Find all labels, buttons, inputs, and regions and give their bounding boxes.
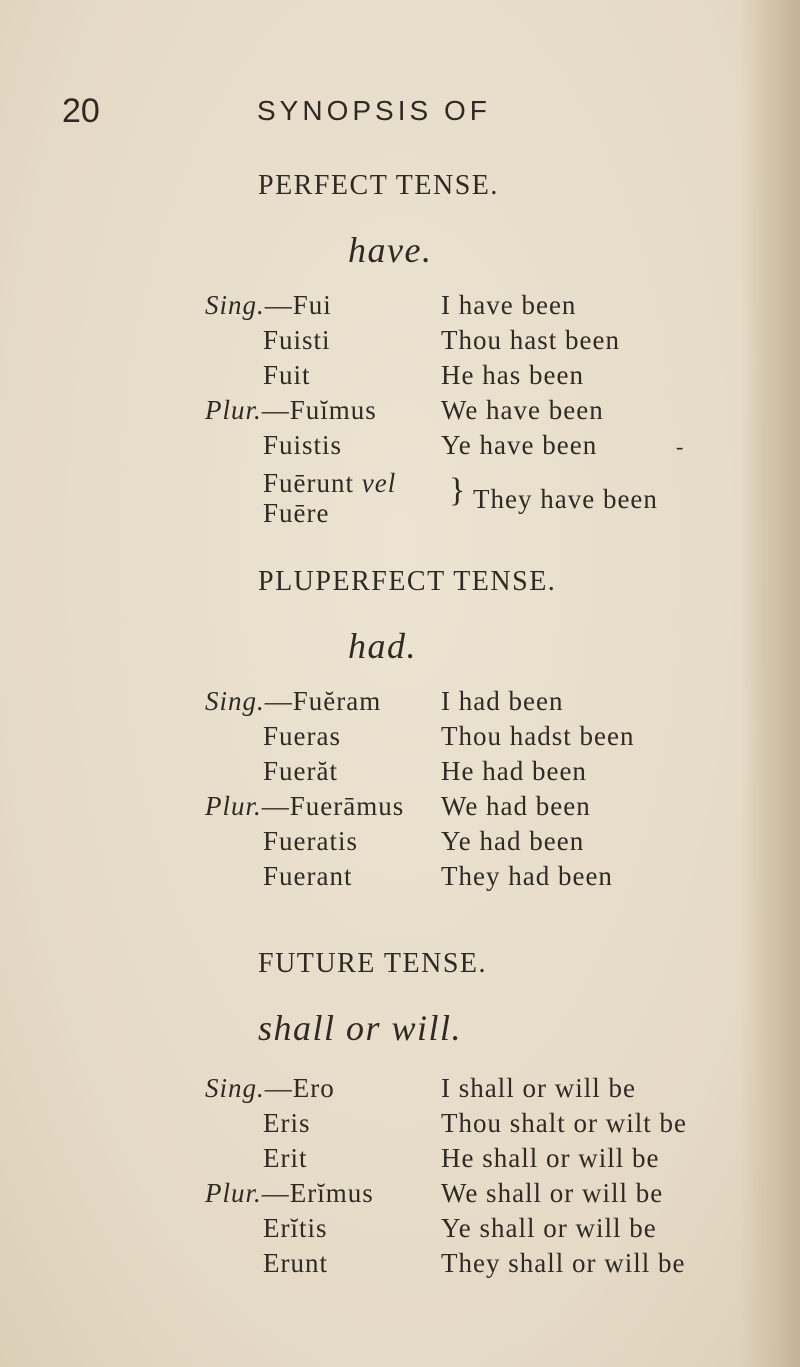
number-label-sing: Sing. — [205, 686, 265, 716]
number-label-sing: Sing. — [205, 290, 265, 320]
latin-form: Fueratis — [263, 826, 358, 856]
latin-form: Sing.—Fui — [205, 290, 332, 320]
number-label-plur: Plur. — [205, 791, 262, 821]
latin-form: Plur.—Erĭmus — [205, 1178, 374, 1208]
section-verb-future: shall or will. — [258, 1008, 463, 1048]
latin-form: Fuerăt — [263, 756, 338, 786]
english-gloss: Thou hast been — [441, 325, 620, 355]
section-title-future: FUTURE TENSE. — [258, 948, 487, 979]
connector-vel: vel — [361, 468, 397, 498]
latin-form: Sing.—Fuĕram — [205, 686, 382, 716]
english-gloss: He had been — [441, 756, 587, 786]
latin-form: Erunt — [263, 1248, 328, 1278]
section-title-pluperfect: PLUPERFECT TENSE. — [258, 566, 557, 597]
latin-form: Fuēre — [263, 498, 330, 528]
english-gloss: Ye shall or will be — [441, 1213, 657, 1243]
english-gloss: I shall or will be — [441, 1073, 636, 1103]
section-title-perfect: PERFECT TENSE. — [258, 170, 499, 201]
latin-form: Fuit — [263, 360, 311, 390]
page-number: 20 — [62, 92, 100, 130]
english-gloss: I have been — [441, 290, 577, 320]
running-header: SYNOPSIS OF — [257, 95, 491, 126]
english-gloss: I had been — [441, 686, 564, 716]
english-gloss: Thou shalt or wilt be — [441, 1108, 687, 1138]
latin-form: Erit — [263, 1143, 308, 1173]
latin-form: Plur.—Fuĭmus — [205, 395, 377, 425]
number-label-sing: Sing. — [205, 1073, 265, 1103]
latin-form: Fuistis — [263, 430, 343, 460]
number-label-plur: Plur. — [205, 1178, 262, 1208]
latin-form: Eris — [263, 1108, 311, 1138]
latin-form: Fuerant — [263, 861, 353, 891]
english-gloss: They shall or will be — [441, 1248, 686, 1278]
english-gloss: He shall or will be — [441, 1143, 660, 1173]
section-verb-perfect: have. — [348, 230, 433, 270]
english-gloss: Thou hadst been — [441, 721, 635, 751]
brace-mark: } — [449, 472, 466, 509]
latin-form: Fuērunt vel — [263, 468, 397, 498]
page-edge-shadow — [740, 0, 800, 1367]
latin-form: Fueras — [263, 721, 341, 751]
english-gloss: Ye have been — [441, 430, 598, 460]
latin-form: Erĭtis — [263, 1213, 328, 1243]
english-gloss: He has been — [441, 360, 584, 390]
number-label-plur: Plur. — [205, 395, 262, 425]
english-gloss: Ye had been — [441, 826, 585, 856]
latin-form: Sing.—Ero — [205, 1073, 335, 1103]
english-gloss: They have been — [473, 484, 658, 514]
english-gloss: They had been — [441, 861, 613, 891]
latin-form: Fuisti — [263, 325, 331, 355]
english-gloss: We have been — [441, 395, 604, 425]
section-verb-pluperfect: had. — [348, 626, 417, 666]
english-gloss: We shall or will be — [441, 1178, 664, 1208]
latin-form: Plur.—Fuerāmus — [205, 791, 405, 821]
stray-mark: - — [676, 434, 685, 459]
english-gloss: We had been — [441, 791, 591, 821]
